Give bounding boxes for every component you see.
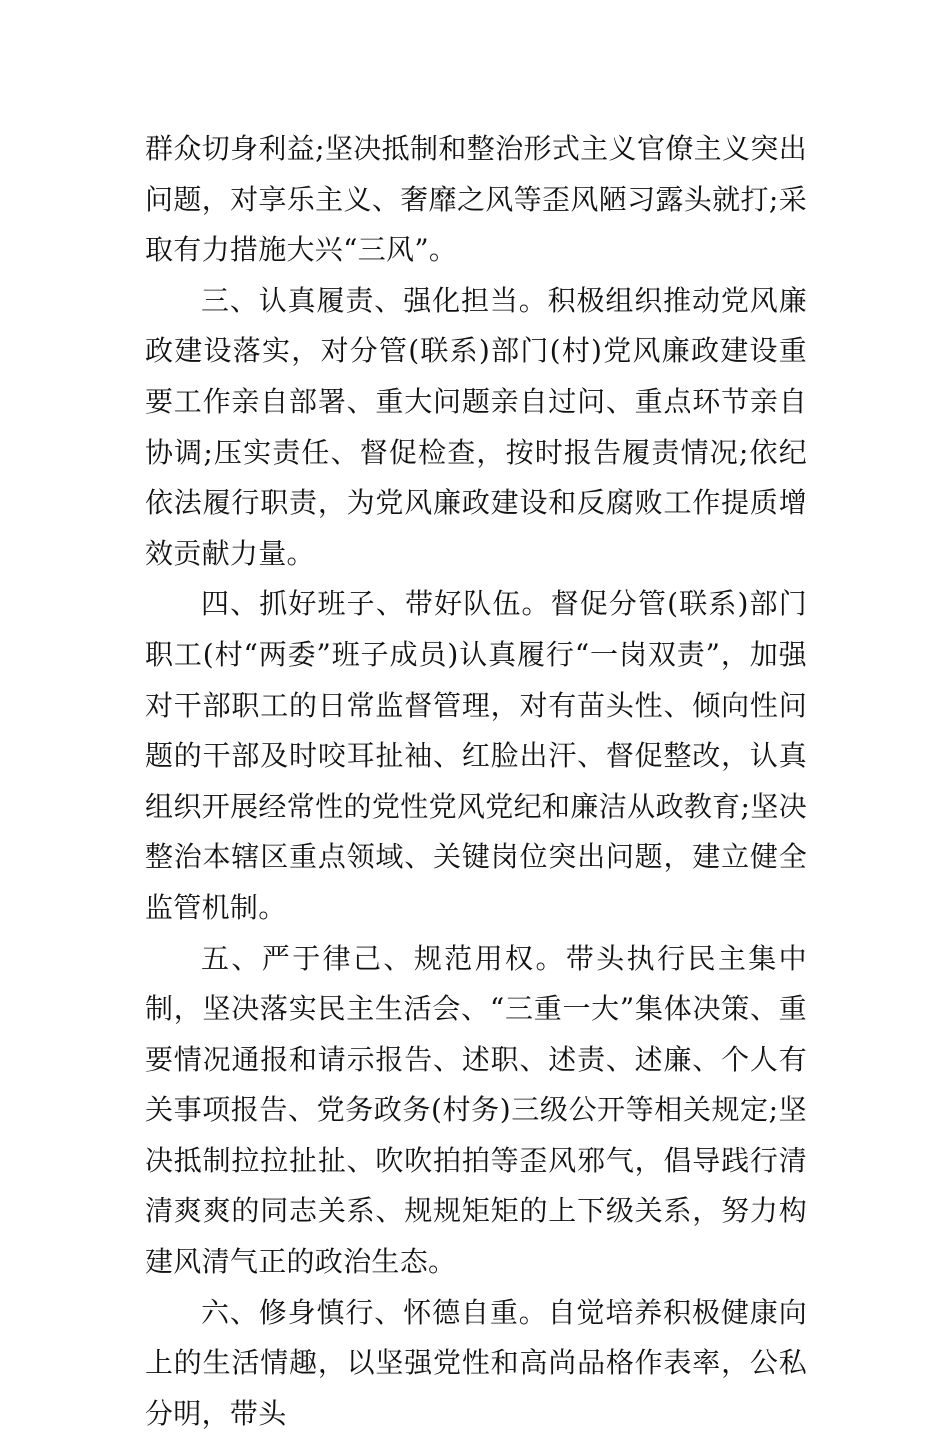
paragraph-section-five: 五、严于律己、规范用权。带头执行民主集中制，坚决落实民主生活会、“三重一大”集体决策、重要情况通报和请示报告、述职、述责、述廉、个人有关事项报告、党务政务(村务)三级公开等相关规定;坚决抵制拉拉扯扯、吹吹拍拍等歪风邪气，倡导践行清清爽爽的同志关系、规规矩矩的上下级关系，努力构建风清气正的政治生态。 bbox=[145, 941, 807, 1279]
paragraph-section-three: 三、认真履责、强化担当。积极组织推动党风廉政建设落实，对分管(联系)部门(村)党风廉政建设重要工作亲自部署、重大问题亲自过问、重点环节亲自协调;压实责任、督促检查，按时报告履责情况;依纪依法履行职责，为党风廉政建设和反腐败工作提质增效贡献力量。 bbox=[145, 283, 807, 570]
paragraph-section-six: 六、修身慎行、怀德自重。自觉培养积极健康向上的生活情趣，以坚强党性和高尚品格作表率，公私分明，带头 bbox=[145, 1295, 807, 1430]
paragraph-continuation: 群众切身利益;坚决抵制和整治形式主义官僚主义突出问题，对享乐主义、奢靡之风等歪风陋习露头就打;采取有力措施大兴“三风”。 bbox=[145, 132, 807, 267]
paragraph-section-four: 四、抓好班子、带好队伍。督促分管(联系)部门职工(村“两委”班子成员)认真履行“一岗双责”，加强对干部职工的日常监督管理，对有苗头性、倾向性问题的干部及时咬耳扯袖、红脸出汗、督促整改，认真组织开展经常性的党性党风党纪和廉洁从政教育;坚决整治本辖区重点领域、关键岗位突出问题，建立健全监管机制。 bbox=[145, 587, 807, 924]
document-body bbox=[145, 124, 807, 1439]
